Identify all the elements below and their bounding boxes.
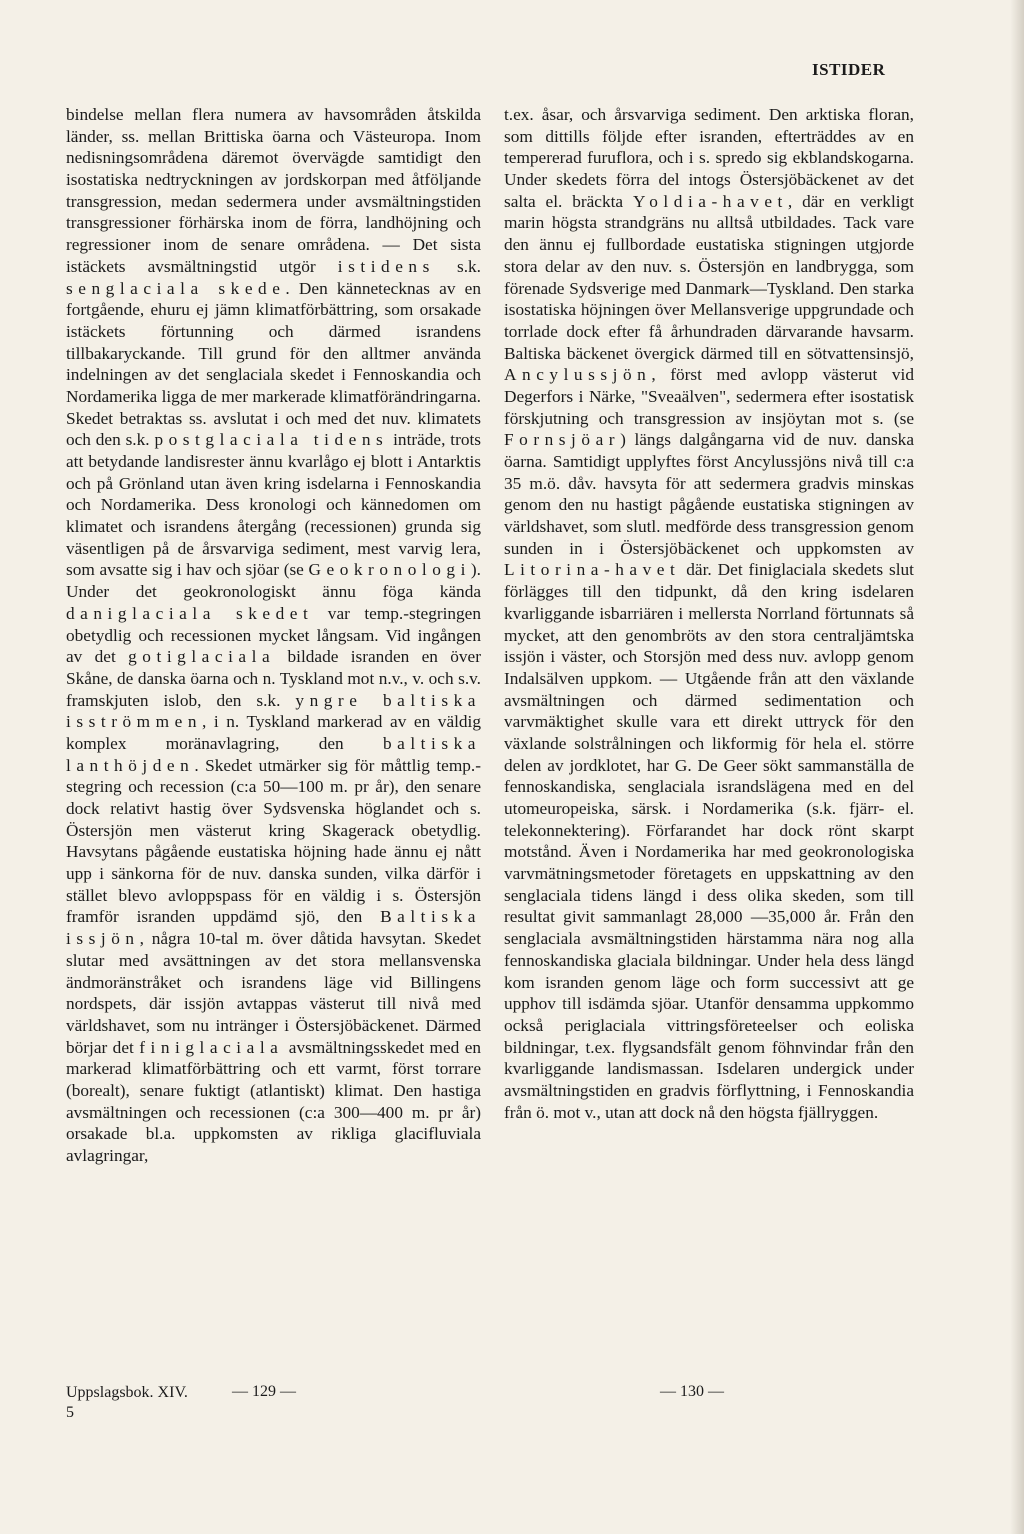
book-title: Uppslagsbok. XIV. bbox=[66, 1384, 188, 1401]
page-number-right: — 130 — bbox=[660, 1383, 724, 1400]
right-column-text: t.ex. åsar, och årsvarviga sediment. Den arktiska floran, som dittills följde efter isranden, efterträddes av en tempererad furuflora, och i s. spredo sig ekblandskogarna. Under skedets förra del intogs Östersjöbäckenet av det salta el. bräckta Yoldia-havet, där en verkligt marin högsta strandgräns nu alltså utbildades. Tack vare den ännu ej fullbordade eustatiska stigningen utgjorde stora delar av den nuv. s. Östersjön en landbrygga, som förenade Sydsverige med Danmark—Tyskland. Den starka isostatiska höjningen över Mellansverige uppgrundade och torrlade dock efter få århundraden därvarande havsarm. Baltiska bäckenet övergick därmed till en sötvattensinsjö, Ancylussjön, först med avlopp västerut vid Degerfors i Närke, "Sveaälven", sedermera efter isostatisk förskjutning och transgression av insjöytan mot s. (se Fornsjöar) längs dalgångarna vid de nuv. danska öarna. Samtidigt upplyftes först Ancylussjöns nivå till c:a 35 m.ö. dåv. havsyta för att sedermera gradvis minskas genom den nu hastigt pågående eustatiska stigningen av världshavet, som slutl. medförde dess transgression genom sunden in i Östersjöbäckenet och uppkomsten av Litorina-havet där. Det finiglaciala skedets slut förlägges till den tidpunkt, då den kring isdelaren kvarliggande isbarriären i mellersta Norrland förtunnats så mycket, att den genombröts av den stora centraljämtska issjön i väster, och Storsjön med dess nuv. avlopp genom Indalsälven uppkom. — Utgående från att den växlande avsmältningen och därmed sedimentation och varvmäktighet skulle vara ett direkt uttryck för den växlande solstrålningen och likformig för hela el. större delen av jordklotet, har G. De Geer sökt sammanställa de fennoskandiska, senglaciala israndslägena med en del utomeuropeiska, särsk. i Nordamerika (s.k. fjärr- el. telekonnektering). Förfarandet har dock rönt skarpt motstånd. Även i Nordamerika har med geokronologiska varvmätningsmetoder företagets en uppskattning av den senglaciala tidens längd i dess olika skeden, som till resultat givit sammanlagt 28,000 —35,000 år. Från den senglaciala avsmältningstiden härstamma nära nog alla fennoskandiska glaciala bildningar. Under hela dess längd kom isranden genom läge och form successivt att ge upphov till isdämda sjöar. Utanför densamma uppkommo också periglaciala vittringsföreteelser och eoliska bildningar, t.ex. flygsandsfält genom föhnvindar från den kvarliggande landismassan. Isdelaren undergick under avsmältningstiden en gradvis förflyttning, i Fennoskandia från ö. mot v., utan att dock nå den högsta fjällryggen. bbox=[504, 105, 914, 1122]
spaced-term: Geokronologi bbox=[308, 560, 471, 580]
left-column bbox=[66, 104, 481, 1167]
right-column bbox=[504, 104, 914, 1123]
spaced-term: Litorina-havet bbox=[504, 560, 681, 580]
spaced-term: gotiglaciala bbox=[128, 647, 276, 667]
page-edge-shadow bbox=[1010, 0, 1024, 1534]
spaced-term: Ancylussjön bbox=[504, 365, 652, 385]
signature-mark: 5 bbox=[66, 1404, 74, 1421]
spaced-term: yngre baltiska isströmmen bbox=[66, 690, 481, 732]
spaced-term: daniglaciala skedet bbox=[66, 603, 314, 623]
running-title: ISTIDER bbox=[812, 60, 886, 79]
left-column-text: bindelse mellan flera numera av havsområden åtskilda länder, ss. mellan Brittiska öarna och Västeuropa. Inom nedisningsområdena däremot övervägde samtidigt den isostatiska nedtryckningen av jordskorpan med åtföljande transgression, medan sedermera under avsmältningstiden transgressioner förhärska inom de förra, landhöjning och regressioner inom de senare områdena. — Det sista istäckets avsmältningstid utgör istidens s.k. senglaciala skede. Den kännetecknas av en fortgående, ehuru ej jämn klimatförbättring, som orsakade istäckets förtunning och därmed israndens tillbakaryckande. Till grund för den alltmer använda indelningen av det senglaciala skedet i Fennoskandia och Nordamerika ligga de mer markerade klimatförändringarna. Skedet betraktas ss. avslutat i och med det nuv. klimatets och den s.k. postglaciala tidens inträde, trots att betydande landisrester ännu kvarlågo ej blott i Antarktis och på Grönland utan även kring isdelarna i Fennoskandia och Nordamerika. Dess kronologi och kännedomen om klimatet och israndens återgång (recessionen) grunda sig väsentligen på de årsvarviga sediment, mest varvig lera, som avsatte sig i hav och sjöar (se Geokronologi). Under det geokronologiskt ännu föga kända daniglaciala skedet var temp.-stegringen obetydlig och recessionen mycket långsam. Vid ingången av det gotiglaciala bildade isranden en över Skåne, de danska öarna och n. Tyskland mot n.v., v. och s.v. framskjuten islob, den s.k. yngre baltiska isströmmen, i n. Tyskland markerad av en väldig komplex moränavlagring, den baltiska lanthöjden. Skedet utmärker sig för måttlig temp.-stegring och recession (c:a 50—100 m. pr år), den senare dock relativt hastig över Sydsvenska höglandet och s. Östersjön men västerut kring Skagerack obetydlig. Havsytans pågående eustatiska höjning hade ännu ej nått upp i sänkorna för de nuv. danska sunden, vilka därför i stället blevo avloppspass för en väldig i s. Östersjön framför isranden uppdämd sjö, den Baltiska issjön, några 10-tal m. över dåtida havsytan. Skedet slutar med avsättningen av det stora mellansvenska ändmoränstråket och israndens läge vid Billingens nordspets, där issjön avtappas västerut till nivå med världshavet, som nu intränger i Östersjöbäckenet. Därmed börjar det finiglaciala avsmältningsskedet med en markerad klimatförbättring och ett varmt, först torrare (borealt), senare fuktigt (atlantiskt) klimat. Den hastiga avsmältningen och recessionen (c:a 300—400 m. pr år) orsakade bl.a. uppkomsten av rikliga glacifluviala avlagringar, bbox=[66, 105, 482, 1165]
spaced-term: Baltiska issjön bbox=[66, 907, 481, 949]
page-number-left: — 129 — bbox=[232, 1383, 296, 1400]
spaced-term: postglaciala tidens bbox=[154, 430, 389, 450]
spaced-term: Fornsjöar bbox=[504, 430, 621, 450]
spaced-term: baltiska lanthöjden bbox=[66, 733, 481, 775]
spaced-term: istidens bbox=[337, 256, 435, 276]
footer-book-info bbox=[66, 1383, 188, 1423]
spaced-term: finiglaciala bbox=[139, 1037, 284, 1057]
spaced-term: Yoldia-havet bbox=[632, 191, 788, 211]
spaced-term: senglaciala skede bbox=[66, 278, 286, 298]
